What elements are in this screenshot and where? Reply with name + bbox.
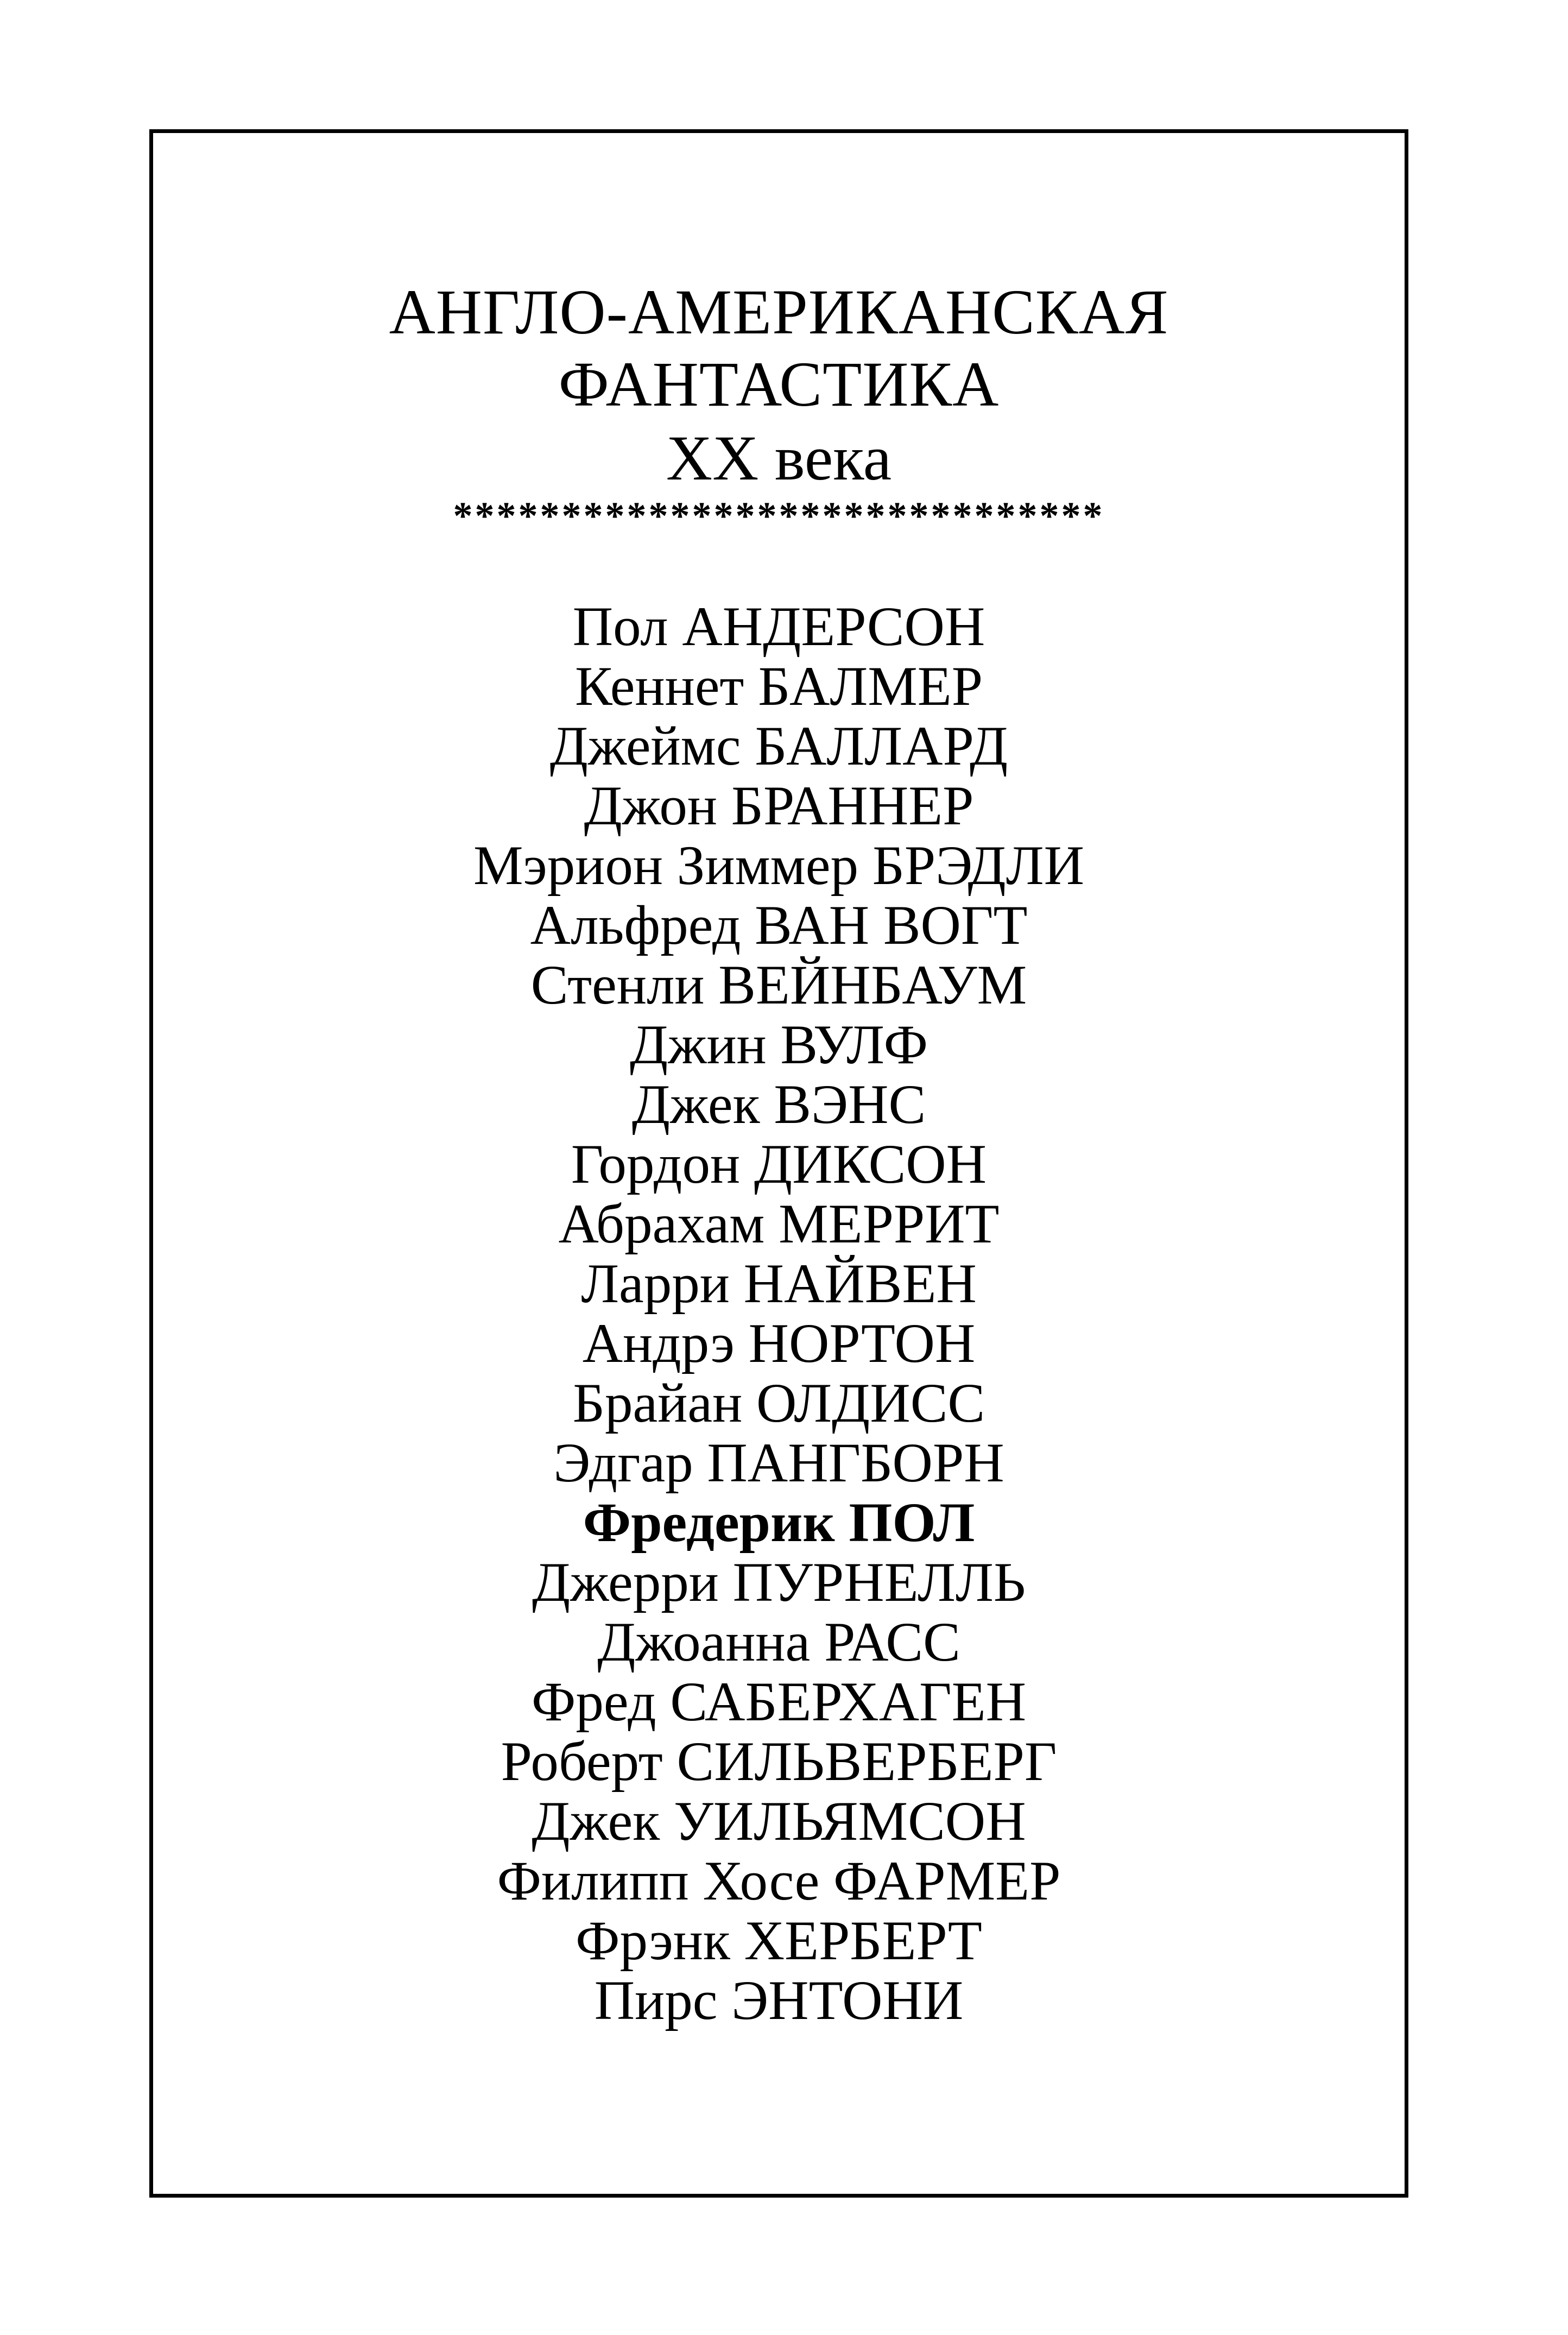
author-item: Фред САБЕРХАГЕН: [531, 1671, 1026, 1733]
series-title-line-1: АНГЛО-АМЕРИКАНСКАЯ: [389, 276, 1169, 348]
author-item: Джерри ПУРНЕЛЛЬ: [532, 1551, 1026, 1613]
author-item: Брайан ОЛДИСС: [572, 1372, 985, 1434]
author-item: Джек УИЛЬЯМСОН: [532, 1790, 1026, 1852]
author-list: [149, 540, 1408, 2030]
series-title: [149, 129, 1408, 420]
series-title-line-2: ФАНТАСТИКА: [558, 349, 1000, 420]
author-item: Абрахам МЕРРИТ: [558, 1193, 1000, 1255]
author-item: Ларри НАЙВЕН: [581, 1253, 977, 1315]
author-item: Джин ВУЛФ: [630, 1014, 928, 1076]
page-content: [149, 129, 1408, 2030]
author-item: Кеннет БАЛМЕР: [574, 655, 983, 717]
author-item: Роберт СИЛЬВЕРБЕРГ: [501, 1731, 1057, 1793]
author-item: Джоанна РАСС: [597, 1611, 960, 1673]
author-item: Стенли ВЕЙНБАУМ: [530, 954, 1027, 1016]
author-item: Альфред ВАН ВОГТ: [530, 894, 1028, 956]
author-item: Джон БРАННЕР: [584, 775, 974, 837]
series-subtitle: XX века: [666, 422, 892, 494]
author-item: Андрэ НОРТОН: [582, 1312, 976, 1374]
author-item: Джек ВЭНС: [631, 1074, 926, 1135]
author-item: Гордон ДИКСОН: [571, 1133, 987, 1195]
author-item: Пирс ЭНТОНИ: [594, 1970, 964, 2031]
author-item: Джеймс БАЛЛАРД: [549, 715, 1008, 777]
asterisk-divider: ******************************: [453, 494, 1105, 538]
author-item: Филипп Хосе ФАРМЕР: [497, 1850, 1061, 1912]
author-item: Пол АНДЕРСОН: [572, 596, 985, 658]
author-item-highlighted: Фредерик ПОЛ: [583, 1492, 975, 1554]
author-item: Эдгар ПАНГБОРН: [553, 1432, 1004, 1494]
author-item: Фрэнк ХЕРБЕРТ: [576, 1910, 982, 1972]
author-item: Мэрион Зиммер БРЭДЛИ: [473, 835, 1085, 897]
